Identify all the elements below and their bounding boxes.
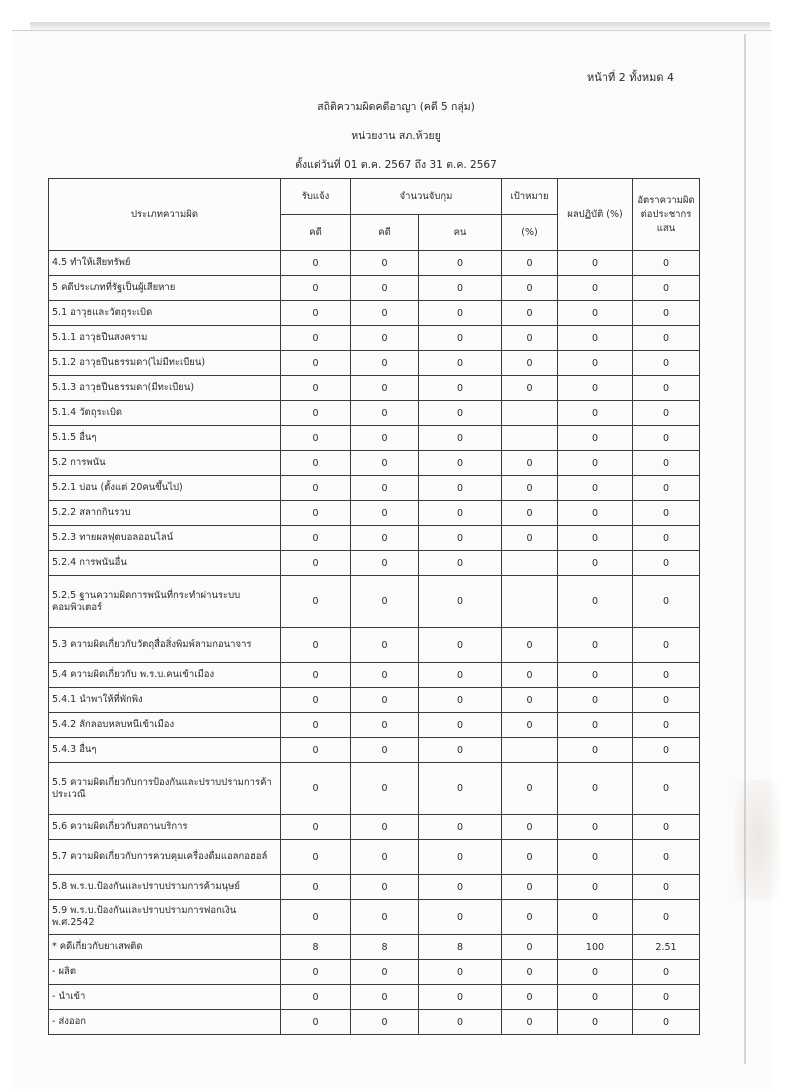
cell-reported: 0 (281, 551, 351, 576)
col-header-performance: ผลปฏิบัติ (%) (558, 179, 633, 251)
cell-arrested-persons: 8 (419, 935, 502, 960)
cell-arrested-persons: 0 (419, 576, 502, 628)
table-row (49, 815, 700, 840)
cell-target: 0 (502, 251, 558, 276)
cell-reported: 0 (281, 351, 351, 376)
cell-performance: 0 (558, 840, 633, 875)
cell-arrested-persons: 0 (419, 276, 502, 301)
row-name: 5.2.1 บ่อน (ตั้งแต่ 20คนขึ้นไป) (49, 476, 281, 501)
cell-performance: 0 (558, 1010, 633, 1035)
table-row (49, 663, 700, 688)
cell-arrested-persons: 0 (419, 476, 502, 501)
cell-rate: 0 (633, 426, 700, 451)
row-name: 5.8 พ.ร.บ.ป้องกันและปราบปรามการค้ามนุษย์ (49, 875, 281, 900)
report-title: สถิติความผิดคดีอาญา (คดี 5 กลุ่ม) (317, 101, 475, 113)
cell-arrested-cases: 0 (351, 451, 419, 476)
cell-reported: 0 (281, 688, 351, 713)
cell-arrested-persons: 0 (419, 451, 502, 476)
cell-rate: 0 (633, 875, 700, 900)
cell-reported: 0 (281, 526, 351, 551)
cell-performance: 0 (558, 426, 633, 451)
cell-performance: 0 (558, 576, 633, 628)
row-name: 5.2.5 ฐานความผิดการพนันที่กระทำผ่านระบบคอมพิวเตอร์ (49, 576, 281, 628)
cell-arrested-cases: 0 (351, 501, 419, 526)
row-name: 4.5 ทำให้เสียทรัพย์ (49, 251, 281, 276)
cell-rate: 0 (633, 326, 700, 351)
cell-arrested-persons: 0 (419, 960, 502, 985)
cell-performance: 0 (558, 900, 633, 935)
cell-performance: 0 (558, 401, 633, 426)
cell-performance: 0 (558, 501, 633, 526)
cell-reported: 0 (281, 451, 351, 476)
cell-reported: 0 (281, 376, 351, 401)
cell-performance: 0 (558, 875, 633, 900)
cell-arrested-cases: 0 (351, 815, 419, 840)
table-row (49, 251, 700, 276)
cell-arrested-cases: 0 (351, 763, 419, 815)
cell-target: 0 (502, 628, 558, 663)
cell-target: 0 (502, 276, 558, 301)
cell-reported: 0 (281, 301, 351, 326)
table-row (49, 960, 700, 985)
cell-arrested-cases: 8 (351, 935, 419, 960)
cell-performance: 0 (558, 985, 633, 1010)
row-name: 5 คดีประเภทที่รัฐเป็นผู้เสียหาย (49, 276, 281, 301)
table-row (49, 401, 700, 426)
cell-performance: 0 (558, 688, 633, 713)
cell-arrested-cases: 0 (351, 251, 419, 276)
cell-reported: 0 (281, 713, 351, 738)
row-name: 5.1.2 อาวุธปืนธรรมดา(ไม่มีทะเบียน) (49, 351, 281, 376)
row-name: 5.1.1 อาวุธปืนสงคราม (49, 326, 281, 351)
table-row (49, 451, 700, 476)
cell-arrested-persons: 0 (419, 713, 502, 738)
cell-arrested-persons: 0 (419, 985, 502, 1010)
row-name: - นำเข้า (49, 985, 281, 1010)
cell-reported: 0 (281, 985, 351, 1010)
row-name: 5.7 ความผิดเกี่ยวกับการควบคุมเครื่องดื่มแอลกอฮอล์ (49, 840, 281, 875)
row-name: 5.4.3 อื่นๆ (49, 738, 281, 763)
cell-rate: 0 (633, 763, 700, 815)
cell-arrested-persons: 0 (419, 763, 502, 815)
cell-reported: 0 (281, 251, 351, 276)
row-name: 5.2 การพนัน (49, 451, 281, 476)
cell-performance: 0 (558, 476, 633, 501)
cell-target: 0 (502, 985, 558, 1010)
row-name: 5.2.4 การพนันอื่น (49, 551, 281, 576)
cell-performance: 0 (558, 326, 633, 351)
cell-performance: 0 (558, 551, 633, 576)
cell-arrested-cases: 0 (351, 376, 419, 401)
report-period: ตั้งแต่วันที่ 01 ต.ค. 2567 ถึง 31 ต.ค. 2567 (295, 159, 497, 171)
cell-target: 0 (502, 526, 558, 551)
cell-arrested-persons: 0 (419, 663, 502, 688)
col-subheader-target-percent: (%) (502, 215, 558, 251)
row-name: 5.2.2 สลากกินรวบ (49, 501, 281, 526)
row-name: 5.5 ความผิดเกี่ยวกับการป้องกันและปราบปรามการค้าประเวณี (49, 763, 281, 815)
cell-performance: 0 (558, 301, 633, 326)
row-name: 5.4 ความผิดเกี่ยวกับ พ.ร.บ.คนเข้าเมือง (49, 663, 281, 688)
cell-target: 0 (502, 688, 558, 713)
row-name: - ส่งออก (49, 1010, 281, 1035)
cell-reported: 0 (281, 426, 351, 451)
table-row (49, 576, 700, 628)
cell-arrested-cases: 0 (351, 526, 419, 551)
cell-performance: 0 (558, 376, 633, 401)
cell-performance: 0 (558, 663, 633, 688)
cell-rate: 0 (633, 351, 700, 376)
cell-reported: 0 (281, 276, 351, 301)
cell-arrested-cases: 0 (351, 688, 419, 713)
cell-arrested-cases: 0 (351, 628, 419, 663)
cell-arrested-persons: 0 (419, 501, 502, 526)
cell-rate: 0 (633, 576, 700, 628)
cell-reported: 0 (281, 960, 351, 985)
cell-arrested-persons: 0 (419, 426, 502, 451)
cell-target: 0 (502, 451, 558, 476)
cell-arrested-cases: 0 (351, 351, 419, 376)
cell-arrested-cases: 0 (351, 476, 419, 501)
cell-reported: 0 (281, 1010, 351, 1035)
cell-arrested-persons: 0 (419, 526, 502, 551)
cell-reported: 0 (281, 576, 351, 628)
cell-target (502, 738, 558, 763)
row-name: 5.1 อาวุธและวัตถุระเบิด (49, 301, 281, 326)
cell-reported: 0 (281, 476, 351, 501)
cell-reported: 0 (281, 840, 351, 875)
cell-rate: 0 (633, 526, 700, 551)
table-row (49, 840, 700, 875)
cell-arrested-cases: 0 (351, 426, 419, 451)
table-row (49, 476, 700, 501)
cell-arrested-cases: 0 (351, 875, 419, 900)
cell-arrested-persons: 0 (419, 1010, 502, 1035)
table-row (49, 301, 700, 326)
cell-target: 0 (502, 501, 558, 526)
row-name: - ผลิต (49, 960, 281, 985)
cell-performance: 0 (558, 526, 633, 551)
cell-rate: 0 (633, 401, 700, 426)
cell-arrested-persons: 0 (419, 875, 502, 900)
cell-arrested-persons: 0 (419, 840, 502, 875)
cell-arrested-cases: 0 (351, 713, 419, 738)
cell-arrested-cases: 0 (351, 551, 419, 576)
cell-reported: 0 (281, 815, 351, 840)
cell-performance: 0 (558, 763, 633, 815)
col-header-type: ประเภทความผิด (49, 179, 281, 251)
col-header-rate: อัตราความผิดต่อประชากรแสน (633, 179, 700, 251)
cell-arrested-persons: 0 (419, 815, 502, 840)
cell-reported: 0 (281, 501, 351, 526)
cell-target: 0 (502, 476, 558, 501)
cell-reported: 0 (281, 663, 351, 688)
table-row (49, 875, 700, 900)
cell-rate: 0 (633, 713, 700, 738)
cell-arrested-persons: 0 (419, 628, 502, 663)
page-number: หน้าที่ 2 ทั้งหมด 4 (587, 71, 674, 84)
table-row (49, 985, 700, 1010)
cell-arrested-persons: 0 (419, 326, 502, 351)
cell-performance: 0 (558, 628, 633, 663)
cell-performance: 100 (558, 935, 633, 960)
cell-performance: 0 (558, 713, 633, 738)
table-row (49, 763, 700, 815)
cell-reported: 8 (281, 935, 351, 960)
table-row (49, 688, 700, 713)
cell-target: 0 (502, 663, 558, 688)
cell-target: 0 (502, 376, 558, 401)
cell-performance: 0 (558, 451, 633, 476)
cell-rate: 0 (633, 476, 700, 501)
cell-arrested-cases: 0 (351, 738, 419, 763)
paper-stain (735, 780, 780, 900)
row-name: 5.2.3 ทายผลฟุตบอลออนไลน์ (49, 526, 281, 551)
col-subheader-arrested-cases: คดี (351, 215, 419, 251)
cell-arrested-persons: 0 (419, 351, 502, 376)
cell-arrested-cases: 0 (351, 276, 419, 301)
cell-target: 0 (502, 713, 558, 738)
cell-target: 0 (502, 935, 558, 960)
col-subheader-arrested-persons: คน (419, 215, 502, 251)
cell-performance: 0 (558, 251, 633, 276)
cell-arrested-cases: 0 (351, 1010, 419, 1035)
cell-arrested-cases: 0 (351, 326, 419, 351)
table-row (49, 628, 700, 663)
cell-arrested-persons: 0 (419, 738, 502, 763)
cell-rate: 0 (633, 815, 700, 840)
row-name: 5.1.3 อาวุธปืนธรรมดา(มีทะเบียน) (49, 376, 281, 401)
cell-rate: 2.51 (633, 935, 700, 960)
cell-arrested-persons: 0 (419, 401, 502, 426)
cell-reported: 0 (281, 628, 351, 663)
cell-reported: 0 (281, 326, 351, 351)
cell-rate: 0 (633, 301, 700, 326)
cell-rate: 0 (633, 628, 700, 663)
cell-rate: 0 (633, 1010, 700, 1035)
cell-rate: 0 (633, 251, 700, 276)
table-header-row (49, 179, 700, 215)
cell-performance: 0 (558, 815, 633, 840)
cell-rate: 0 (633, 451, 700, 476)
table-row (49, 713, 700, 738)
row-name: * คดีเกี่ยวกับยาเสพติด (49, 935, 281, 960)
cell-target (502, 551, 558, 576)
cell-rate: 0 (633, 840, 700, 875)
cell-arrested-persons: 0 (419, 251, 502, 276)
cell-arrested-persons: 0 (419, 301, 502, 326)
cell-target: 0 (502, 875, 558, 900)
cell-arrested-persons: 0 (419, 551, 502, 576)
page-edge (744, 34, 746, 1064)
cell-rate: 0 (633, 985, 700, 1010)
table-row (49, 426, 700, 451)
cell-target: 0 (502, 301, 558, 326)
cell-target: 0 (502, 351, 558, 376)
cell-reported: 0 (281, 900, 351, 935)
cell-arrested-cases: 0 (351, 663, 419, 688)
row-name: 5.9 พ.ร.บ.ป้องกันและปราบปรามการฟอกเงิน พ.ศ.2542 (49, 900, 281, 935)
cell-rate: 0 (633, 738, 700, 763)
cell-arrested-cases: 0 (351, 900, 419, 935)
cell-performance: 0 (558, 960, 633, 985)
cell-arrested-cases: 0 (351, 985, 419, 1010)
cell-target (502, 576, 558, 628)
table-row (49, 900, 700, 935)
cell-rate: 0 (633, 688, 700, 713)
cell-target: 0 (502, 815, 558, 840)
cell-reported: 0 (281, 738, 351, 763)
cell-reported: 0 (281, 875, 351, 900)
cell-rate: 0 (633, 551, 700, 576)
cell-rate: 0 (633, 376, 700, 401)
cell-rate: 0 (633, 501, 700, 526)
cell-target: 0 (502, 1010, 558, 1035)
table-row (49, 738, 700, 763)
col-header-target: เป้าหมาย (502, 179, 558, 215)
table-row (49, 501, 700, 526)
cell-reported: 0 (281, 763, 351, 815)
table-row (49, 551, 700, 576)
cell-performance: 0 (558, 351, 633, 376)
table-row (49, 1010, 700, 1035)
cell-rate: 0 (633, 900, 700, 935)
cell-target: 0 (502, 960, 558, 985)
cell-target (502, 401, 558, 426)
row-name: 5.6 ความผิดเกี่ยวกับสถานบริการ (49, 815, 281, 840)
cell-target: 0 (502, 840, 558, 875)
cell-rate: 0 (633, 960, 700, 985)
table-row (49, 326, 700, 351)
row-name: 5.1.4 วัตถุระเบิด (49, 401, 281, 426)
table-row (49, 526, 700, 551)
cell-rate: 0 (633, 663, 700, 688)
cell-arrested-cases: 0 (351, 840, 419, 875)
cell-reported: 0 (281, 401, 351, 426)
table-row (49, 351, 700, 376)
crime-statistics-table (48, 178, 700, 1035)
cell-arrested-cases: 0 (351, 960, 419, 985)
col-header-arrested: จำนวนจับกุม (351, 179, 502, 215)
col-subheader-reported-cases: คดี (281, 215, 351, 251)
cell-arrested-cases: 0 (351, 301, 419, 326)
cell-arrested-cases: 0 (351, 576, 419, 628)
cell-performance: 0 (558, 738, 633, 763)
cell-arrested-persons: 0 (419, 376, 502, 401)
cell-target (502, 426, 558, 451)
cell-arrested-persons: 0 (419, 688, 502, 713)
report-unit: หน่วยงาน สภ.ห้วยยู (351, 130, 441, 142)
table-row (49, 376, 700, 401)
row-name: 5.3 ความผิดเกี่ยวกับวัตถุสื่อสิ่งพิมพ์ลามกอนาจาร (49, 628, 281, 663)
row-name: 5.4.1 นำพาให้ที่พักพิง (49, 688, 281, 713)
cell-target: 0 (502, 900, 558, 935)
row-name: 5.4.2 ลักลอบหลบหนีเข้าเมือง (49, 713, 281, 738)
row-name: 5.1.5 อื่นๆ (49, 426, 281, 451)
cell-rate: 0 (633, 276, 700, 301)
cell-target: 0 (502, 763, 558, 815)
cell-performance: 0 (558, 276, 633, 301)
col-header-reported: รับแจ้ง (281, 179, 351, 215)
cell-target: 0 (502, 326, 558, 351)
table-row (49, 276, 700, 301)
cell-arrested-persons: 0 (419, 900, 502, 935)
cell-arrested-cases: 0 (351, 401, 419, 426)
table-row (49, 935, 700, 960)
